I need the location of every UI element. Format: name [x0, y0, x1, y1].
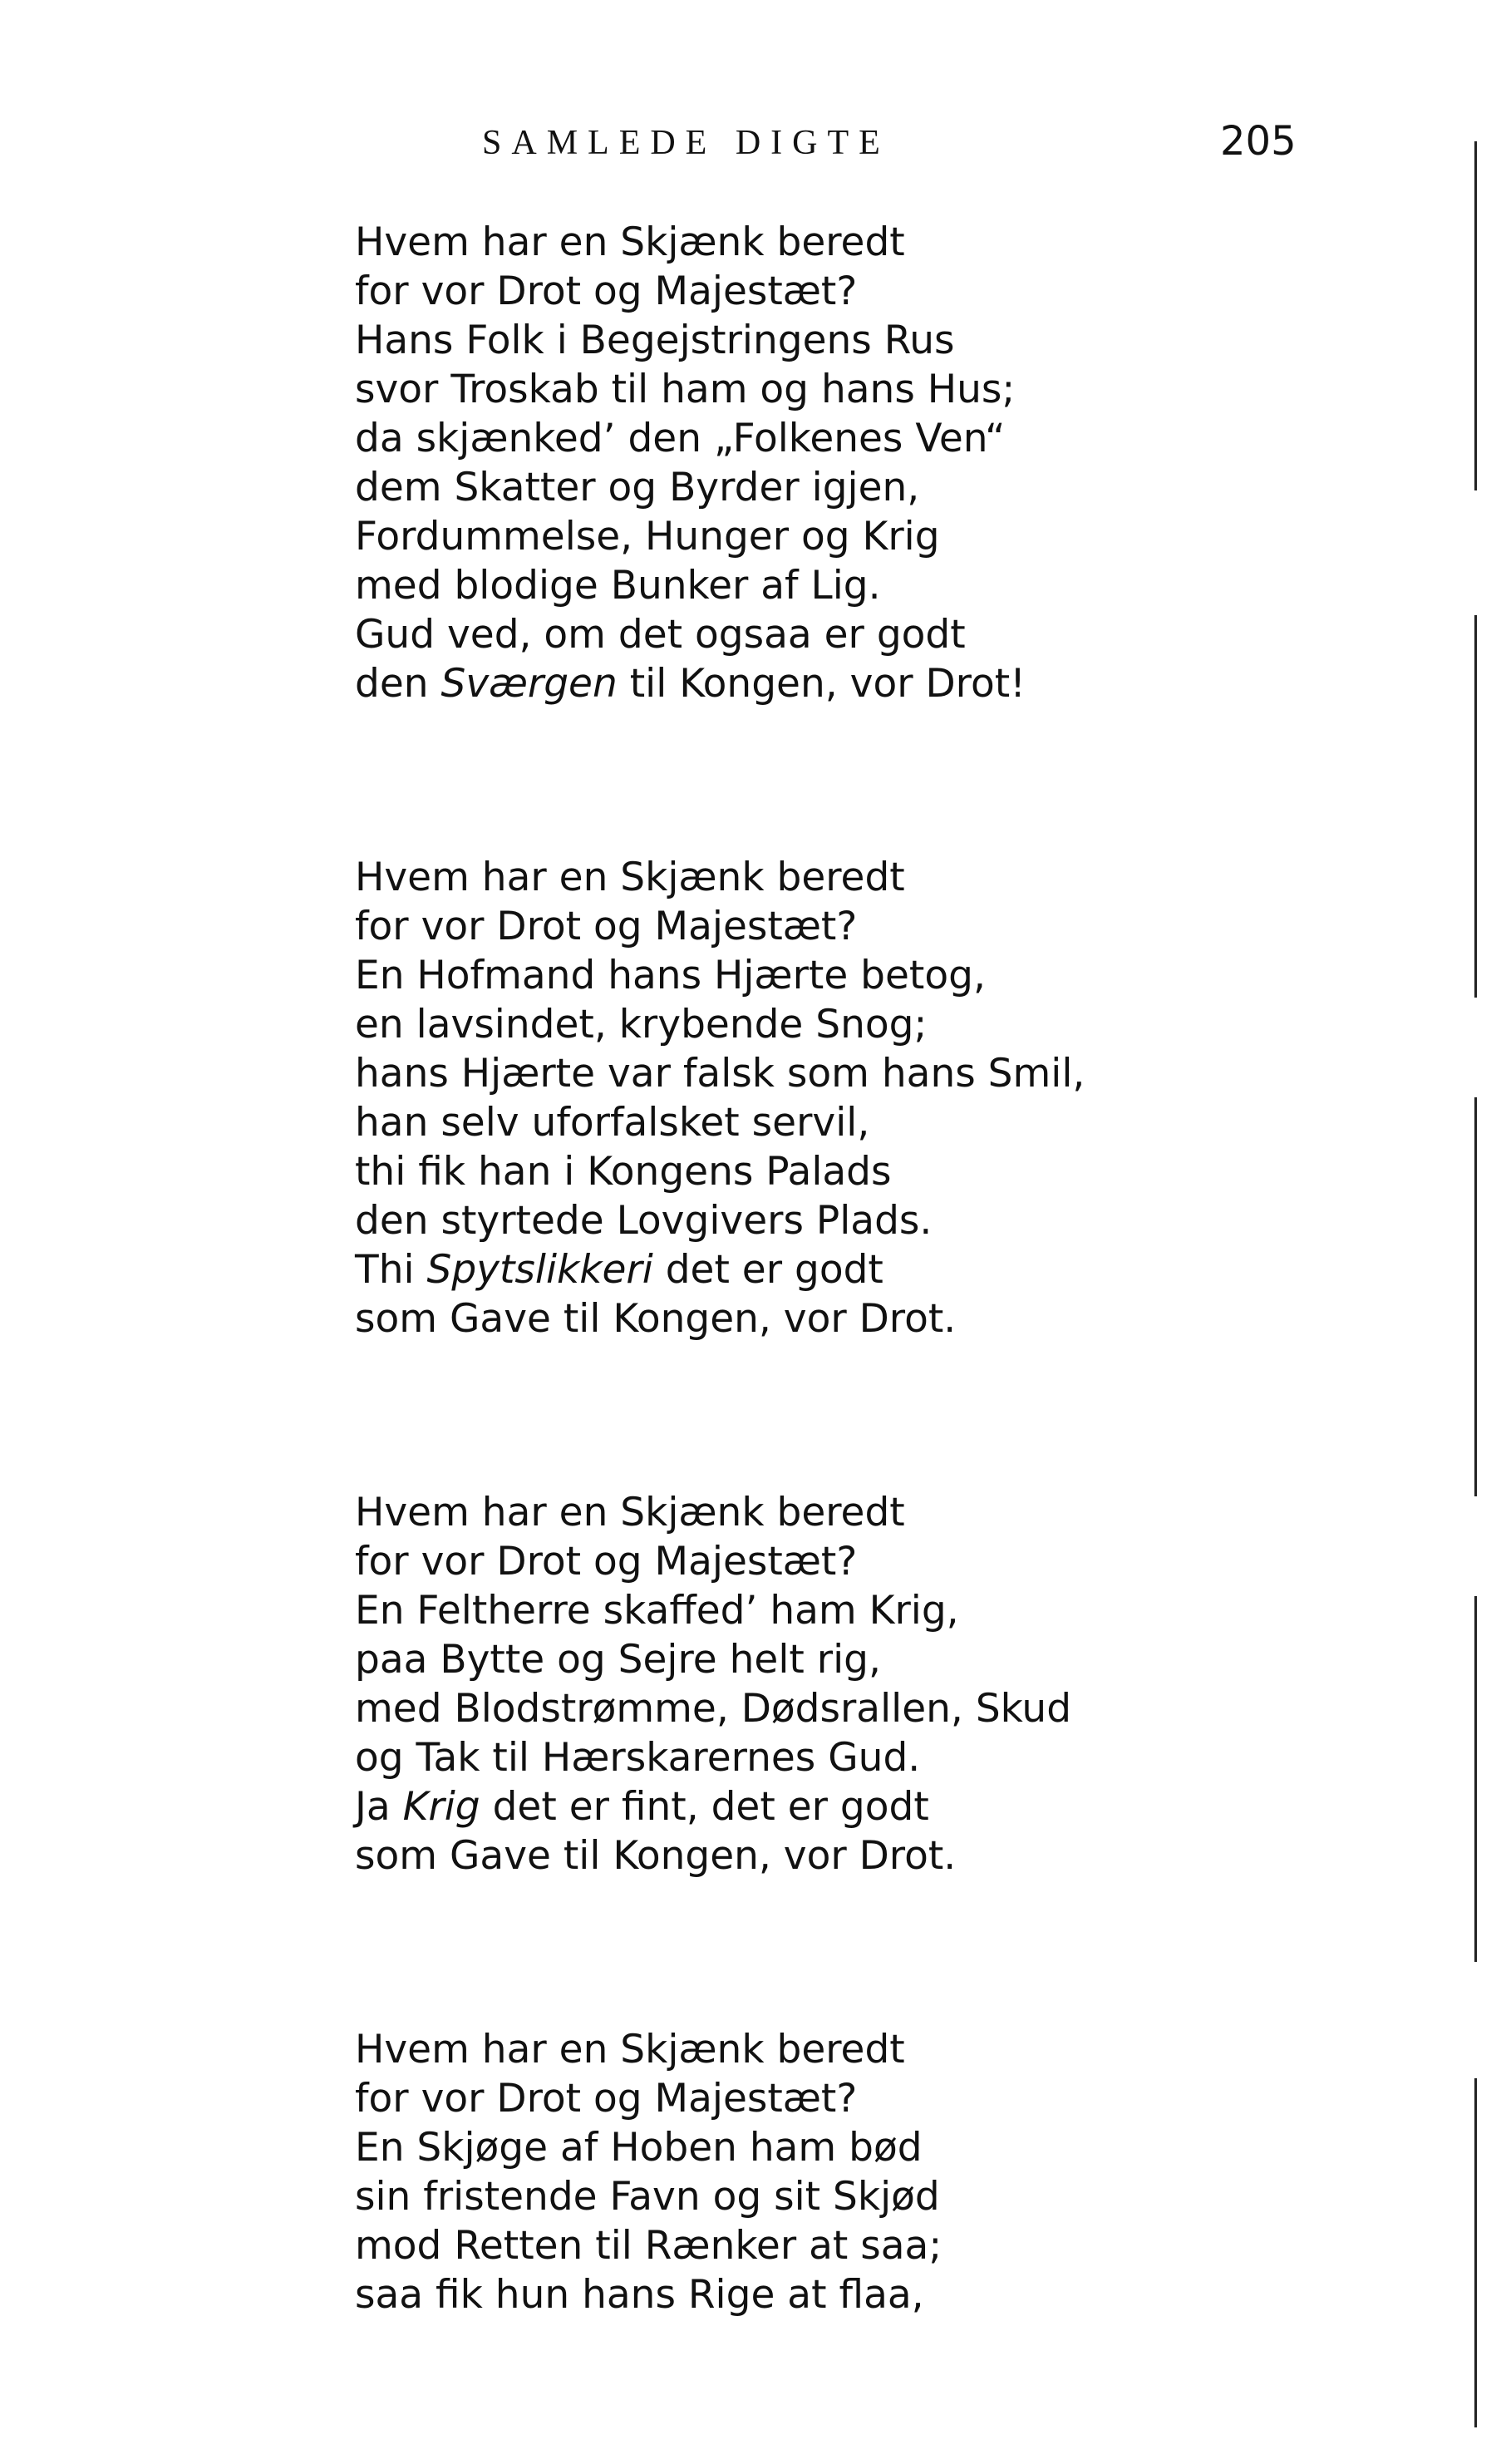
poem-line: hans Hjærte var falsk som hans Smil, [355, 1051, 1085, 1096]
poem-line: som Gave til Kongen, vor Drot. [355, 1296, 957, 1342]
page-number: 205 [1220, 118, 1297, 165]
poem [355, 218, 1394, 2464]
poem-line: Fordummelse, Hunger og Krig [355, 514, 940, 559]
line-text: det er fint, det er godt [480, 1784, 929, 1830]
poem-line: Hvem har en Skjænk beredt [355, 219, 905, 265]
line-text: det er godt [652, 1247, 883, 1293]
emphasized-word: Spytslikkeri [426, 1247, 653, 1293]
poem-line: mod Retten til Rænker at saa; [355, 2223, 942, 2269]
poem-line: Hvem har en Skjænk beredt [355, 855, 905, 900]
scan-edge-line [1474, 615, 1477, 998]
poem-line: Hans Folk i Begejstringens Rus [355, 318, 955, 363]
emphasized-word: Krig [402, 1784, 480, 1830]
poem-line: med blodige Bunker af Lig. [355, 563, 881, 609]
line-text: Thi [355, 1247, 427, 1293]
stanza [355, 2025, 1394, 2319]
poem-line: En Skjøge af Hoben ham bød [355, 2125, 923, 2171]
poem-line: for vor Drot og Majestæt? [355, 904, 858, 949]
poem-line: thi fik han i Kongens Palads [355, 1149, 892, 1195]
poem-line: for vor Drot og Majestæt? [355, 269, 858, 314]
poem-line: den styrtede Lovgivers Plads. [355, 1198, 933, 1244]
poem-line [355, 659, 1394, 708]
running-title: SAMLEDE DIGTE [482, 124, 890, 162]
poem-line: Gud ved, om det ogsaa er godt [355, 612, 966, 658]
poem-line: saa fik hun hans Rige at flaa, [355, 2272, 924, 2318]
scan-edge-line [1474, 1596, 1477, 1962]
poem-line: en lavsindet, krybende Snog; [355, 1002, 928, 1047]
poem-line: og Tak til Hærskarernes Gud. [355, 1735, 921, 1781]
poem-line: han selv uforfalsket servil, [355, 1100, 870, 1146]
poem-line: paa Bytte og Sejre helt rig, [355, 1637, 881, 1683]
scan-edge-line [1474, 2078, 1477, 2427]
line-text: til Kongen, vor Drot! [617, 661, 1026, 707]
poem-line: En Feltherre skaffed’ ham Krig, [355, 1588, 959, 1634]
line-text: Ja [355, 1784, 403, 1830]
page-header [0, 118, 1506, 173]
line-text: den [355, 661, 441, 707]
stanza [355, 853, 1394, 1343]
poem-line: da skjænked’ den „Folkenes Ven“ [355, 416, 1006, 461]
poem-line [355, 1782, 1394, 1831]
poem-line: for vor Drot og Majestæt? [355, 2076, 858, 2122]
scan-edge-line [1474, 1097, 1477, 1496]
stanza [355, 1488, 1394, 1880]
poem-line: med Blodstrømme, Dødsrallen, Skud [355, 1686, 1072, 1732]
poem-line: Hvem har en Skjænk beredt [355, 2027, 905, 2072]
poem-line: svor Troskab til ham og hans Hus; [355, 367, 1016, 412]
poem-line: som Gave til Kongen, vor Drot. [355, 1833, 957, 1879]
poem-line: En Hofmand hans Hjærte betog, [355, 953, 986, 998]
poem-line [355, 1245, 1394, 1294]
stanza [355, 218, 1394, 708]
poem-line: sin fristende Favn og sit Skjød [355, 2174, 940, 2220]
scan-edge-line [1474, 141, 1477, 490]
emphasized-word: Sværgen [440, 661, 618, 707]
poem-line: for vor Drot og Majestæt? [355, 1539, 858, 1584]
poem-line: Hvem har en Skjænk beredt [355, 1490, 905, 1535]
poem-line: dem Skatter og Byrder igjen, [355, 465, 920, 510]
